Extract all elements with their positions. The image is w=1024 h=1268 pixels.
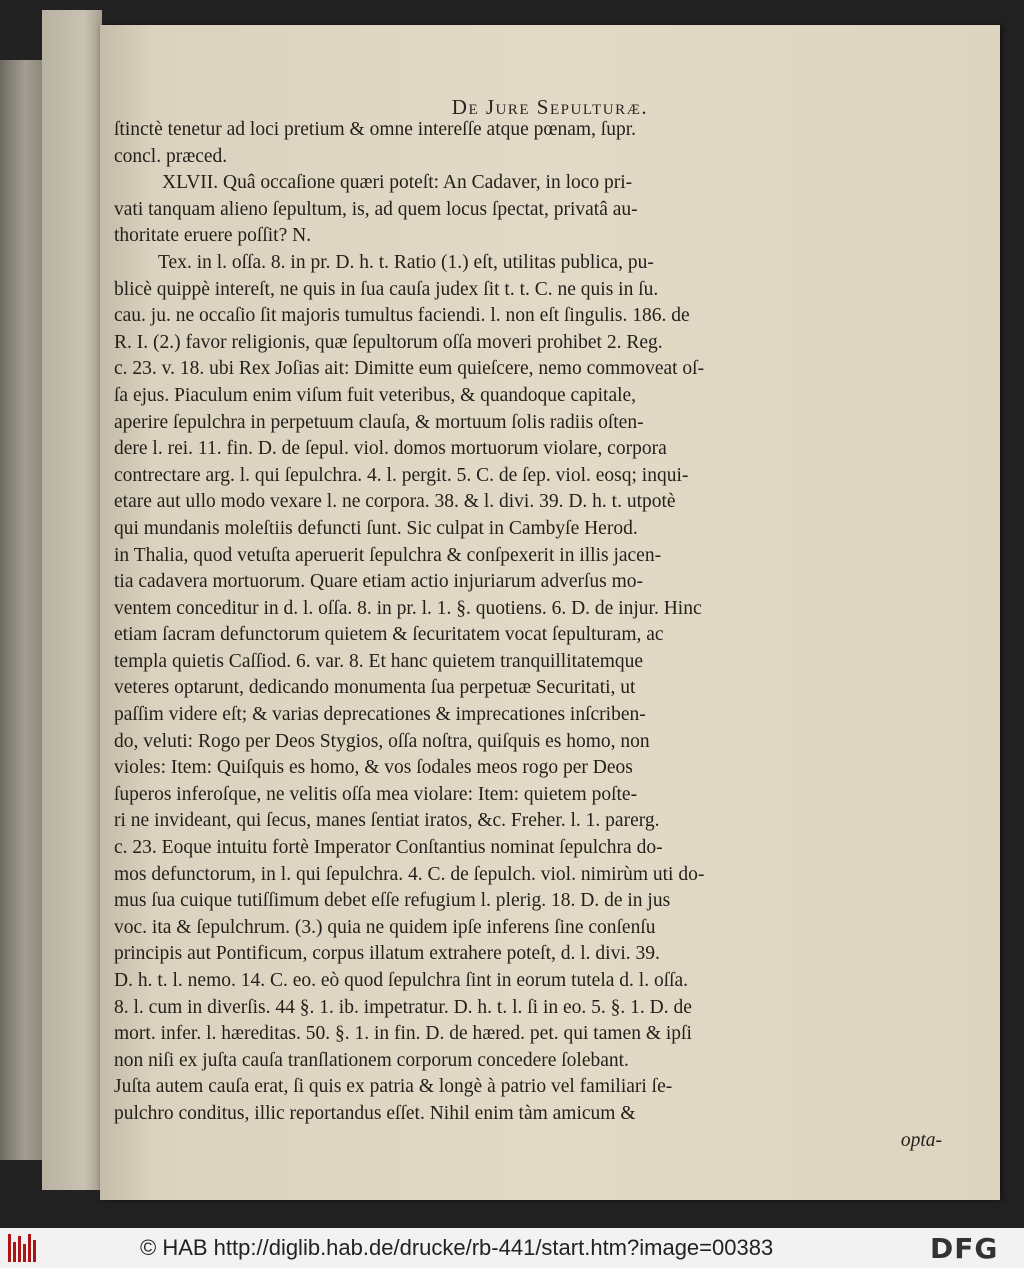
text-line: paſſim videre eſt; & varias deprecationes & imprecationes inſcriben- (114, 704, 646, 726)
text-line: D. h. t. l. nemo. 14. C. eo. eò quod ſepulchra ſint in eorum tutela d. l. oſſa. (114, 970, 689, 991)
text-line: ſuperos inferoſque, ne velitis oſſa mea violare: Item: quietem poſte- (114, 783, 638, 805)
text-line: ſtinctè tenetur ad loci pretium & omne intereſſe atque pœnam, ſupr. (114, 119, 637, 140)
text-line: mort. infer. l. hæreditas. 50. §. 1. in fin. D. de hæred. pet. qui tamen & ipſi (114, 1023, 692, 1045)
catchword: opta- (900, 1129, 942, 1151)
text-line: principis aut Pontificum, corpus illatum extrahere poteſt, d. l. divi. 39. (114, 943, 660, 965)
text-line: templa quietis Caſſiod. 6. var. 8. Et hanc quietem tranquillitatemque (114, 650, 644, 672)
text-line: in Thalia, quod vetuſta aperuerit ſepulchra & conſpexerit in illis jacen- (114, 544, 662, 566)
text-line: contrectare arg. l. qui ſepulchra. 4. l. pergit. 5. C. de ſep. viol. eosq; inqui- (114, 464, 689, 486)
text-line: mus ſua cuique tutiſſimum debet eſſe refugium l. plerig. 18. D. de in jus (114, 890, 671, 912)
page-header: De Jure Sepulturæ. (451, 95, 649, 119)
text-line: R. I. (2.) favor religionis, quæ ſepultorum oſſa moveri prohibet 2. Reg. (114, 331, 663, 353)
book-binding-edge (0, 60, 42, 1160)
text-line: c. 23. v. 18. ubi Rex Joſias ait: Dimitte eum quieſcere, nemo commoveat oſ- (114, 358, 705, 380)
text-line: etare aut ullo modo vexare l. ne corpora. 38. & l. divi. 39. D. h. t. utpotè (114, 491, 676, 513)
hab-logo-icon (8, 1234, 38, 1262)
text-line: 8. l. cum in diverſis. 44 §. 1. ib. impetratur. D. h. t. l. ſi in eo. 5. §. 1. D. de (114, 996, 692, 1018)
text-line: Tex. in l. oſſa. 8. in pr. D. h. t. Ratio (1.) eſt, utilitas publica, pu- (158, 251, 654, 273)
text-line: etiam ſacram defunctorum quietem & ſecuritatem vocat ſepulturam, ac (114, 624, 664, 646)
viewer-footer (0, 1228, 1024, 1268)
text-line: blicè quippè intereſt, ne quis in ſua cauſa judex ſit t. t. C. ne quis in ſu. (114, 278, 659, 300)
text-line: ri ne invideant, qui ſecus, manes ſentiat iratos, &c. Freher. l. 1. parerg. (114, 810, 660, 832)
book-page (100, 25, 1000, 1200)
text-line: ſa ejus. Piaculum enim viſum fuit veteribus, & quandoque capitale, (114, 384, 637, 406)
text-line: vati tanquam alieno ſepultum, is, ad quem locus ſpectat, privatâ au- (114, 198, 638, 220)
text-line: thoritate eruere poſſit? N. (114, 225, 312, 247)
text-line: aperire ſepulchra in perpetuum clauſa, & mortuum ſolis radiis oſten- (114, 411, 644, 433)
text-line: qui mundanis moleſtiis defuncti ſunt. Sic culpat in Cambyſe Herod. (114, 517, 638, 539)
text-line: concl. præced. (114, 145, 228, 167)
text-line: veteres optarunt, dedicando monumenta ſua perpetuæ Securitati, ut (114, 677, 636, 699)
text-line: do, veluti: Rogo per Deos Stygios, oſſa noſtra, quiſquis es homo, non (114, 730, 650, 752)
text-line: mos defunctorum, in l. qui ſepulchra. 4. C. de ſepulch. viol. nimirùm uti do- (114, 863, 705, 885)
text-line: tia cadavera mortuorum. Quare etiam actio injuriarum adverſus mo- (114, 571, 644, 593)
text-line: dere l. rei. 11. fin. D. de ſepul. viol. domos mortuorum violare, corpora (114, 438, 667, 460)
text-line: non niſi ex juſta cauſa tranſlationem corporum concedere ſolebant. (114, 1049, 629, 1071)
text-line: ventem conceditur in d. l. oſſa. 8. in pr. l. 1. §. quotiens. 6. D. de injur. Hinc (114, 597, 702, 619)
text-line: cau. ju. ne occaſio ſit majoris tumultus faciendi. l. non eſt ſingulis. 186. de (114, 305, 690, 327)
copyright-url[interactable]: © HAB http://diglib.hab.de/drucke/rb-441/start.htm?image=00383 (140, 1235, 774, 1260)
dfg-logo: DFG (930, 1232, 999, 1265)
text-line: voc. ita & ſepulchrum. (3.) quia ne quidem ipſe inferens ſine conſenſu (114, 916, 656, 938)
text-line: violes: Item: Quiſquis es homo, & vos ſodales meos rogo per Deos (114, 757, 633, 779)
text-line: XLVII. Quâ occaſione quæri poteſt: An Cadaver, in loco pri- (162, 172, 633, 194)
text-line: c. 23. Eoque intuitu fortè Imperator Conſtantius nominat ſepulchra do- (114, 837, 663, 859)
page-body-text (114, 117, 980, 1154)
previous-page-edge (42, 10, 102, 1190)
text-line: Juſta autem cauſa erat, ſi quis ex patria & longè à patrio vel familiari ſe- (114, 1076, 673, 1098)
text-line: pulchro conditus, illic reportandus eſſet. Nihil enim tàm amicum & (114, 1102, 636, 1124)
